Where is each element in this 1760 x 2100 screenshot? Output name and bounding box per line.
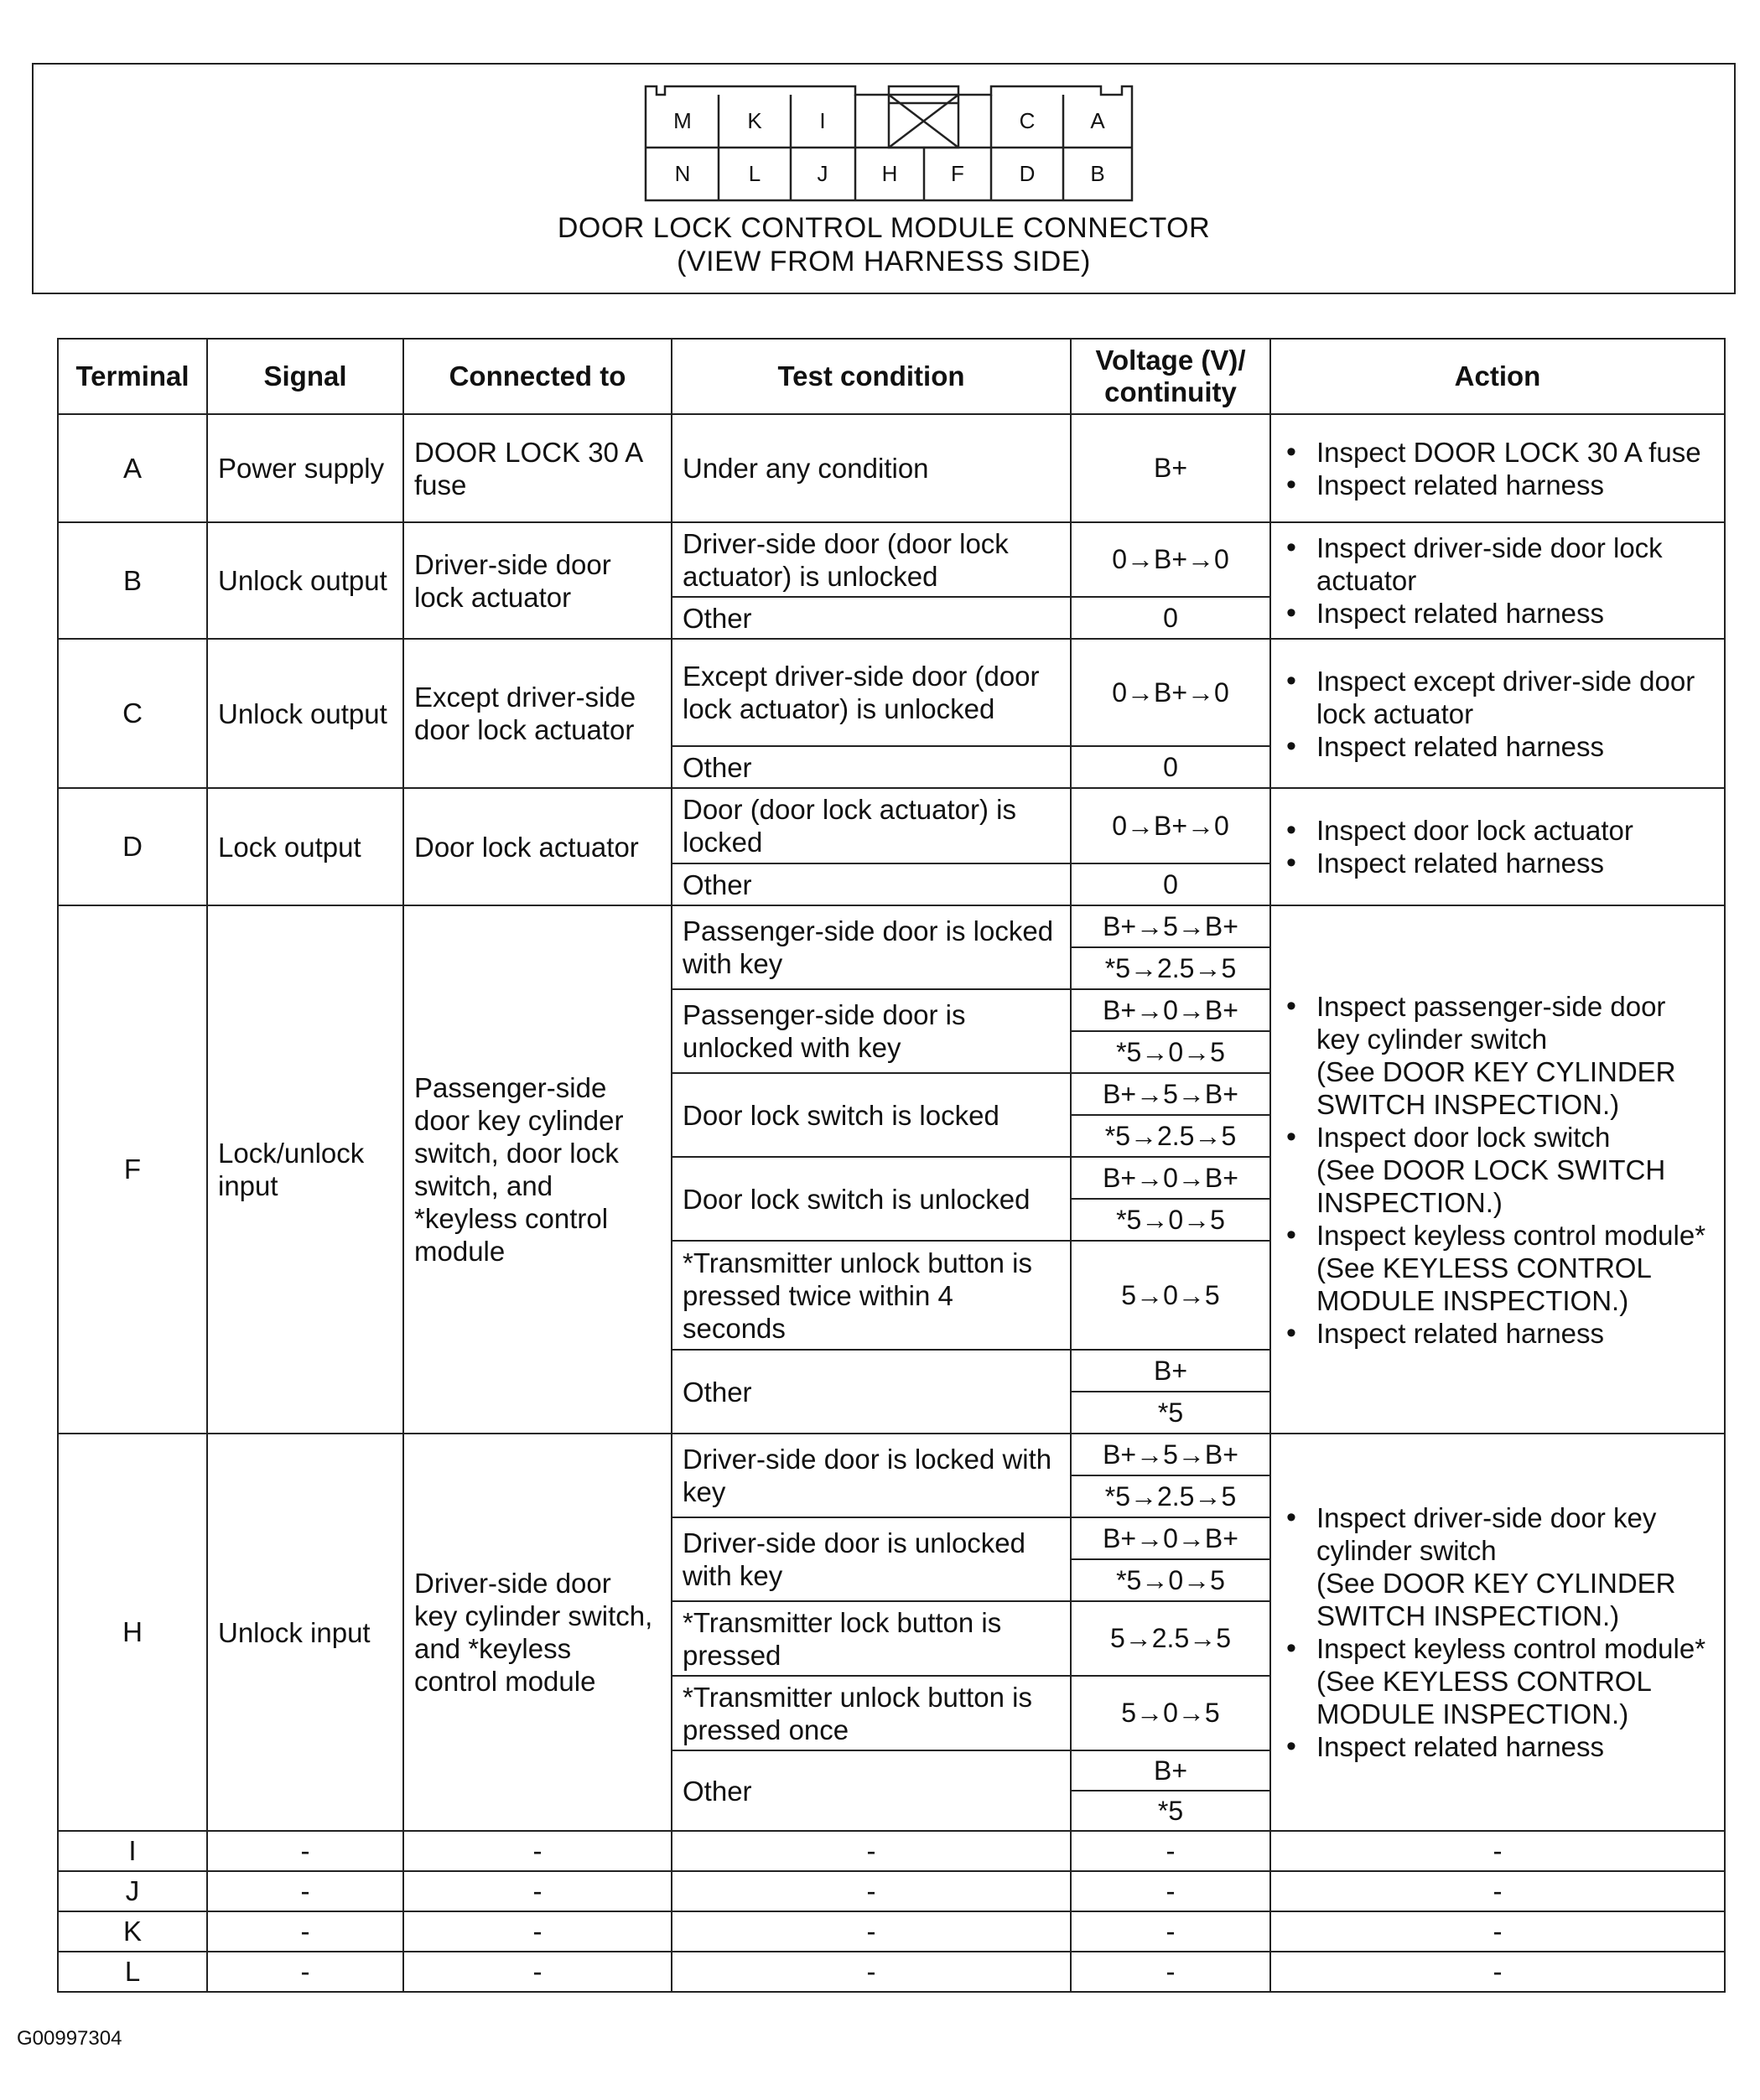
signal-cell: Unlock input [207, 1434, 403, 1831]
dash-cell: - [672, 1911, 1071, 1952]
header-connected-to: Connected to [403, 339, 672, 414]
header-test-condition: Test condition [672, 339, 1071, 414]
pin-label: K [747, 108, 762, 133]
connected-to-cell: Driver-side door lock actuator [403, 522, 672, 639]
terminal-cell: A [58, 414, 207, 522]
voltage-cell: 0→B+→0 [1071, 522, 1270, 597]
signal-cell: Unlock output [207, 522, 403, 639]
action-cell [1270, 905, 1725, 1434]
test-condition-cell: Passenger-side door is locked with key [672, 905, 1071, 989]
dash-cell: - [672, 1952, 1071, 1992]
dash-cell: - [1071, 1952, 1270, 1992]
terminal-cell: B [58, 522, 207, 639]
pin-label: N [674, 161, 691, 186]
test-condition-cell: *Transmitter unlock button is pressed twice within 4 seconds [672, 1241, 1071, 1350]
voltage-cell: B+ [1071, 414, 1270, 522]
dash-cell: - [1270, 1952, 1725, 1992]
table-row [58, 905, 1725, 947]
action-text: • Inspect door lock switch [1316, 1121, 1611, 1153]
table-row [58, 414, 1725, 522]
voltage-cell: *5 [1071, 1791, 1270, 1831]
dash-cell: - [672, 1871, 1071, 1911]
pin-label: I [819, 108, 826, 133]
voltage-cell: B+→5→B+ [1071, 1073, 1270, 1115]
connected-to-cell: DOOR LOCK 30 A fuse [403, 414, 672, 522]
table-row [58, 1434, 1725, 1475]
terminal-inspection-table [57, 338, 1726, 1993]
voltage-cell: B+→5→B+ [1071, 905, 1270, 947]
terminal-cell: F [58, 905, 207, 1434]
action-cell [1270, 1434, 1725, 1831]
pin-label: B [1090, 161, 1105, 186]
table-row [58, 1952, 1725, 1992]
action-reference: (See DOOR KEY CYLINDER SWITCH INSPECTION.) [1316, 1055, 1676, 1120]
test-condition-cell: Except driver-side door (door lock actuator) is unlocked [672, 639, 1071, 746]
voltage-cell: *5→2.5→5 [1071, 1115, 1270, 1157]
dash-cell: - [1270, 1871, 1725, 1911]
action-item: • Inspect except driver-side door lock actuator [1281, 665, 1714, 730]
action-text: • Inspect driver-side door key cylinder switch [1316, 1502, 1657, 1566]
action-item: • Inspect related harness [1281, 847, 1714, 879]
action-item [1281, 1219, 1714, 1317]
test-condition-cell: Other [672, 597, 1071, 639]
terminal-cell: D [58, 788, 207, 905]
voltage-cell: B+→5→B+ [1071, 1434, 1270, 1475]
pin-label: J [817, 161, 828, 186]
test-condition-cell: Under any condition [672, 414, 1071, 522]
action-item: • Inspect DOOR LOCK 30 A fuse [1281, 436, 1714, 469]
test-condition-cell: Door lock switch is unlocked [672, 1157, 1071, 1241]
voltage-cell: B+→0→B+ [1071, 1157, 1270, 1199]
voltage-cell: B+→0→B+ [1071, 989, 1270, 1031]
action-text: • Inspect keyless control module* [1316, 1219, 1706, 1251]
voltage-cell: 0 [1071, 746, 1270, 788]
voltage-cell: *5→2.5→5 [1071, 1475, 1270, 1517]
test-condition-cell: *Transmitter lock button is pressed [672, 1601, 1071, 1676]
connected-to-cell: Door lock actuator [403, 788, 672, 905]
voltage-cell: 5→2.5→5 [1071, 1601, 1270, 1676]
voltage-cell: 0 [1071, 863, 1270, 905]
action-item: • Inspect related harness [1281, 597, 1714, 630]
voltage-cell: B+→0→B+ [1071, 1517, 1270, 1559]
action-reference: (See KEYLESS CONTROL MODULE INSPECTION.) [1316, 1252, 1651, 1316]
dash-cell: - [207, 1952, 403, 1992]
header-voltage-line-2: continuity [1104, 376, 1237, 407]
dash-cell: - [1270, 1831, 1725, 1871]
voltage-cell: 5→0→5 [1071, 1241, 1270, 1350]
test-condition-cell: Passenger-side door is unlocked with key [672, 989, 1071, 1073]
action-item [1281, 1730, 1714, 1763]
dash-cell: - [672, 1831, 1071, 1871]
action-cell [1270, 522, 1725, 639]
dash-cell: - [403, 1952, 672, 1992]
terminal-cell: J [58, 1871, 207, 1911]
connector-diagram-box [32, 63, 1736, 294]
signal-cell: Power supply [207, 414, 403, 522]
header-signal: Signal [207, 339, 403, 414]
table-row [58, 1871, 1725, 1911]
table-row [58, 522, 1725, 597]
test-condition-cell: Door (door lock actuator) is locked [672, 788, 1071, 863]
voltage-cell: 0→B+→0 [1071, 788, 1270, 863]
caption-line-2: (VIEW FROM HARNESS SIDE) [677, 246, 1091, 277]
action-text: • Inspect related harness [1316, 1317, 1605, 1349]
voltage-cell: 0→B+→0 [1071, 639, 1270, 746]
action-cell [1270, 414, 1725, 522]
pin-label: H [881, 161, 898, 186]
terminal-cell: I [58, 1831, 207, 1871]
test-condition-cell: Driver-side door (door lock actuator) is unlocked [672, 522, 1071, 597]
dash-cell: - [403, 1871, 672, 1911]
connected-to-cell: Driver-side door key cylinder switch, and *keyless control module [403, 1434, 672, 1831]
test-condition-cell: *Transmitter unlock button is pressed once [672, 1676, 1071, 1750]
voltage-cell: 0 [1071, 597, 1270, 639]
test-condition-cell: Other [672, 863, 1071, 905]
action-item: • Inspect related harness [1281, 730, 1714, 763]
dash-cell: - [403, 1831, 672, 1871]
connected-to-cell: Passenger-side door key cylinder switch, door lock switch, and *keyless control module [403, 905, 672, 1434]
pin-label: F [951, 161, 964, 186]
test-condition-cell: Driver-side door is unlocked with key [672, 1517, 1071, 1601]
voltage-cell: B+ [1071, 1350, 1270, 1392]
test-condition-cell: Other [672, 1350, 1071, 1434]
figure-id: G00997304 [17, 2027, 122, 2050]
dash-cell: - [1071, 1831, 1270, 1871]
action-item [1281, 1317, 1714, 1350]
action-reference: (See KEYLESS CONTROL MODULE INSPECTION.) [1316, 1666, 1651, 1729]
dash-cell: - [207, 1911, 403, 1952]
voltage-cell: *5→0→5 [1071, 1559, 1270, 1601]
table-header-row [58, 339, 1725, 414]
test-condition-cell: Driver-side door is locked with key [672, 1434, 1071, 1517]
action-item [1281, 1501, 1714, 1632]
pin-label: D [1019, 161, 1036, 186]
table-row [58, 1911, 1725, 1952]
voltage-cell: *5→0→5 [1071, 1199, 1270, 1241]
action-item [1281, 990, 1714, 1121]
action-cell [1270, 639, 1725, 788]
action-reference: (See DOOR KEY CYLINDER SWITCH INSPECTION.) [1316, 1568, 1676, 1631]
signal-cell: Lock/unlock input [207, 905, 403, 1434]
pin-label: A [1090, 108, 1105, 133]
pin-label: L [748, 161, 761, 186]
header-voltage-line-1: Voltage (V)/ [1095, 345, 1246, 376]
action-item [1281, 1121, 1714, 1219]
dash-cell: - [1071, 1871, 1270, 1911]
dash-cell: - [207, 1831, 403, 1871]
table-row [58, 639, 1725, 746]
action-text: • Inspect passenger-side door key cylinder switch [1316, 990, 1666, 1055]
action-item: • Inspect driver-side door lock actuator [1281, 531, 1714, 597]
voltage-cell: *5 [1071, 1392, 1270, 1434]
action-text: • Inspect keyless control module* [1316, 1633, 1706, 1664]
dash-cell: - [403, 1911, 672, 1952]
signal-cell: Lock output [207, 788, 403, 905]
terminal-cell: H [58, 1434, 207, 1831]
table-row [58, 1831, 1725, 1871]
voltage-cell: 5→0→5 [1071, 1676, 1270, 1750]
voltage-cell: *5→2.5→5 [1071, 947, 1270, 989]
test-condition-cell: Other [672, 746, 1071, 788]
action-item: • Inspect related harness [1281, 469, 1714, 501]
pin-label: M [673, 108, 692, 133]
caption-line-1: DOOR LOCK CONTROL MODULE CONNECTOR [557, 212, 1211, 244]
voltage-cell: B+ [1071, 1750, 1270, 1791]
connected-to-cell: Except driver-side door lock actuator [403, 639, 672, 788]
dash-cell: - [207, 1871, 403, 1911]
dash-cell: - [1270, 1911, 1725, 1952]
dash-cell: - [1071, 1911, 1270, 1952]
header-terminal: Terminal [58, 339, 207, 414]
table-row [58, 788, 1725, 863]
connector-caption [34, 211, 1734, 278]
signal-cell: Unlock output [207, 639, 403, 788]
header-voltage [1071, 339, 1270, 414]
action-item: • Inspect door lock actuator [1281, 814, 1714, 847]
test-condition-cell: Door lock switch is locked [672, 1073, 1071, 1157]
action-text: • Inspect related harness [1316, 1731, 1605, 1762]
terminal-cell: C [58, 639, 207, 788]
action-cell [1270, 788, 1725, 905]
terminal-cell: K [58, 1911, 207, 1952]
terminal-cell: L [58, 1952, 207, 1992]
action-item [1281, 1632, 1714, 1730]
action-reference: (See DOOR LOCK SWITCH INSPECTION.) [1316, 1154, 1666, 1218]
pin-label: C [1019, 108, 1036, 133]
voltage-cell: *5→0→5 [1071, 1031, 1270, 1073]
header-action: Action [1270, 339, 1725, 414]
test-condition-cell: Other [672, 1750, 1071, 1831]
